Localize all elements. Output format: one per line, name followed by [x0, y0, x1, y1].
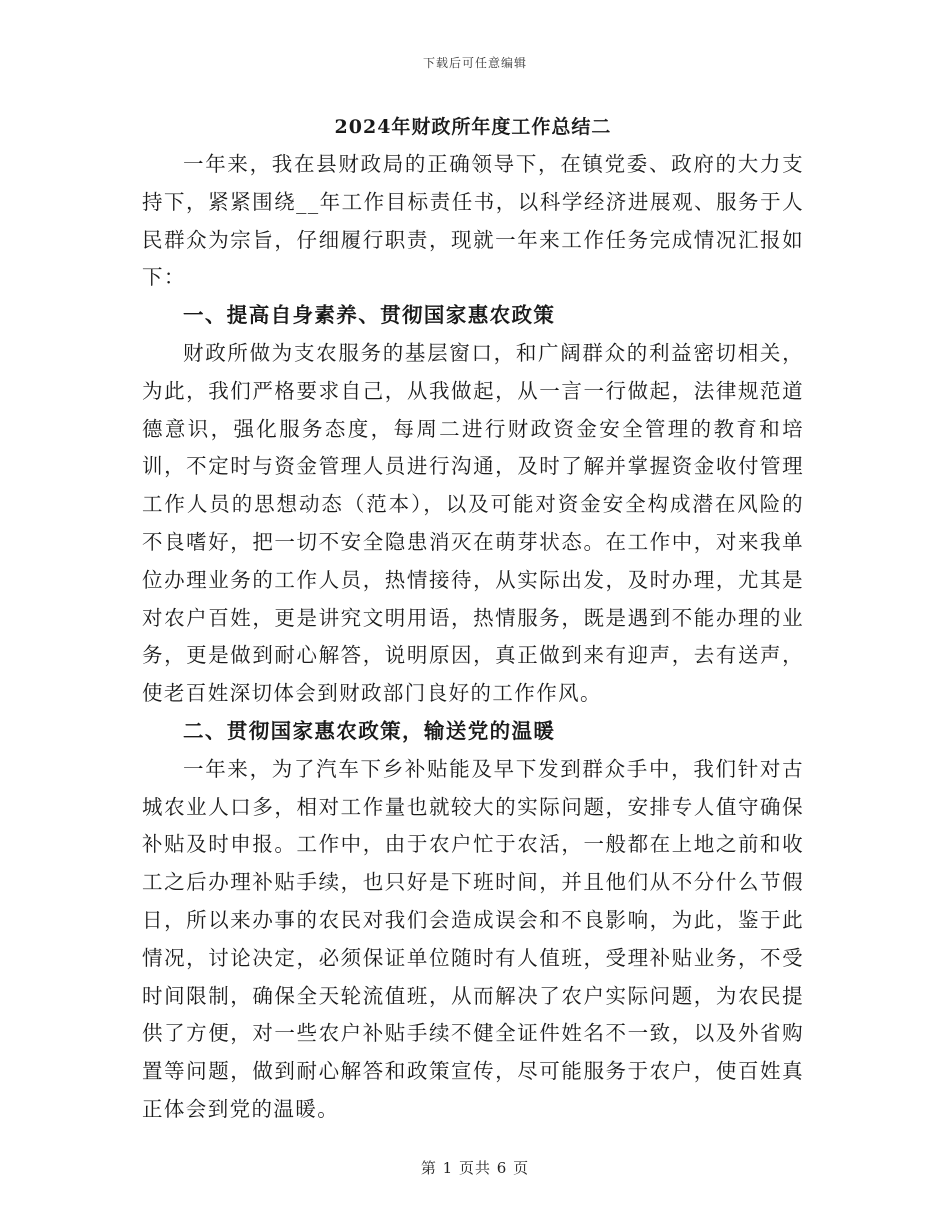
section-1-heading: 一、提高自身素养、贯彻国家惠农政策: [183, 303, 556, 328]
document-title: 2024年财政所年度工作总结二: [334, 116, 612, 138]
intro-paragraph: 一年来，我在县财政局的正确领导下，在镇党委、政府的大力支持下，紧紧围绕__年工作目标责任书，以科学经济进展观、服务于人民群众为宗旨，仔细履行职责，现就一年来工作任务完成情况汇报如下：: [142, 152, 804, 290]
document-content: [142, 112, 804, 1129]
page-number: 第 1 页共 6 页: [420, 1159, 530, 1177]
section-1-body: 财政所做为支农服务的基层窗口，和广阔群众的利益密切相关，为此，我们严格要求自己，从我做起，从一言一行做起，法律规范道德意识，强化服务态度，每周二进行财政资金安全管理的教育和培训，不定时与资金管理人员进行沟通，及时了解并掌握资金收付管理工作人员的思想动态（范本），以及可能对资金安全构成潜在风险的不良嗜好，把一切不安全隐患消灭在萌芽状态。在工作中，对来我单位办理业务的工作人员，热情接待，从实际出发，及时办理，尤其是对农户百姓，更是讲究文明用语，热情服务，既是遇到不能办理的业务，更是做到耐心解答，说明原因，真正做到来有迎声，去有送声，使老百姓深切体会到财政部门良好的工作作风。: [142, 340, 804, 706]
section-2-heading: 二、贯彻国家惠农政策，输送党的温暖: [183, 718, 556, 743]
header-note: 下载后可任意编辑: [422, 56, 527, 70]
section-2-body: 一年来，为了汽车下乡补贴能及早下发到群众手中，我们针对古城农业人口多，相对工作量也就较大的实际问题，安排专人值守确保补贴及时申报。工作中，由于农户忙于农活，一般都在上地之前和收工之后办理补贴手续，也只好是下班时间，并且他们从不分什么节假日，所以来办事的农民对我们会造成误会和不良影响，为此，鉴于此情况，讨论决定，必须保证单位随时有人值班，受理补贴业务，不受时间限制，确保全天轮流值班，从而解决了农户实际问题，为农民提供了方便，对一些农户补贴手续不健全证件姓名不一致，以及外省购置等问题，做到耐心解答和政策宣传，尽可能服务于农户，使百姓真正体会到党的温暖。: [142, 756, 804, 1121]
